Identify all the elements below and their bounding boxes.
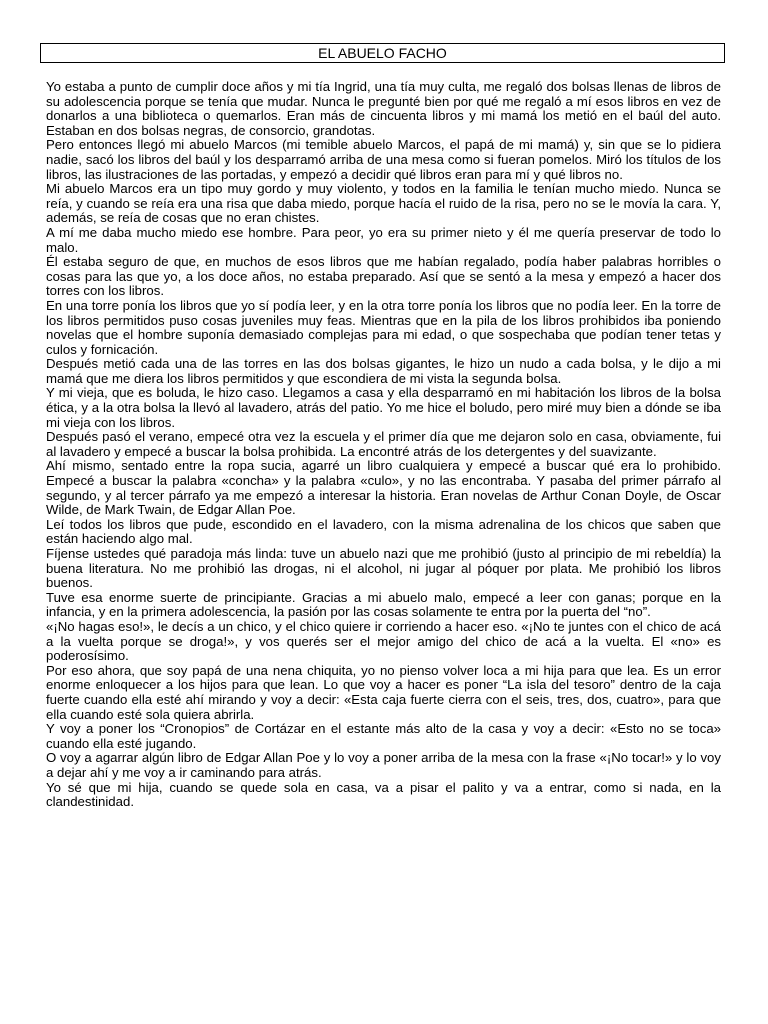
paragraph: Leí todos los libros que pude, escondido en el lavadero, con la misma adrenalina de los chicos que saben que están haciendo algo mal. (46, 516, 721, 547)
paragraph: Y voy a poner los “Cronopios” de Cortázar en el estante más alto de la casa y voy a decir: «Esto no se toca» cuando ella esté jugando. (46, 721, 721, 751)
paragraph: A mí me daba mucho miedo ese hombre. Para peor, yo era su primer nieto y él me quería preservar de todo lo malo. (46, 224, 721, 255)
paragraph: Después pasó el verano, empecé otra vez la escuela y el primer día que me dejaron solo en casa, obviamente, fui al lavadero y empecé a buscar la bolsa prohibida. La encontré atrás de los detergentes y del suavizante. (46, 429, 721, 459)
paragraph: Pero entonces llegó mi abuelo Marcos (mi temible abuelo Marcos, el papá de mi mamá) y, sin que se lo pidiera nadie, sacó los libros del baúl y los desparramó arriba de una mesa como si fueran pomelos. Miró los títulos de los libros, las ilustraciones de las portadas, y empezó a decidir qué libros eran para mí y qué libros no. (46, 137, 721, 182)
paragraph: Después metió cada una de las torres en las dos bolsas gigantes, le hizo un nudo a cada bolsa, y le dijo a mi mamá que me diera los libros permitidos y que escondiera de mi vista la segunda bolsa. (46, 356, 721, 386)
document-title: EL ABUELO FACHO (40, 43, 725, 63)
paragraph: Él estaba seguro de que, en muchos de esos libros que me habían regalado, podía haber palabras horribles o cosas para las que yo, a los doce años, no estaba preparado. Así que se sentó a la mesa y empezó a hacer dos torres con los libros. (46, 254, 721, 299)
paragraph: Tuve esa enorme suerte de principiante. Gracias a mi abuelo malo, empecé a leer con ganas; porque en la infancia, y en la primera adolescencia, la pasión por las cosas solamente te entra por la puerta del “no”. (46, 589, 721, 620)
paragraph: «¡No hagas eso!», le decís a un chico, y el chico quiere ir corriendo a hacer eso. «¡No te juntes con el chico de acá a la vuelta porque se droga!», y vos querés ser el mejor amigo del chico de acá a la vuelta. El «no» es poderosísimo. (46, 618, 721, 664)
paragraph: O voy a agarrar algún libro de Edgar Allan Poe y lo voy a poner arriba de la mesa con la frase «¡No tocar!» y lo voy a dejar ahí y me voy a ir caminando para atrás. (46, 750, 721, 780)
paragraph: Mi abuelo Marcos era un tipo muy gordo y muy violento, y todos en la familia le tenían mucho miedo. Nunca se reía, y cuando se reía era una risa que daba miedo, porque hacía el ruido de la risa, pero no se le movía la cara. Y, además, se reía de cosas que no eran chistes. (46, 181, 721, 226)
paragraph: Yo sé que mi hija, cuando se quede sola en casa, va a pisar el palito y va a entrar, como si nada, en la clandestinidad. (46, 779, 721, 810)
paragraph: Ahí mismo, sentado entre la ropa sucia, agarré un libro cualquiera y empecé a buscar qué era lo prohibido. Empecé a buscar la palabra «concha» y la palabra «culo», y no las encontraba. Y pasaba del primer párrafo al segundo, y al tercer párrafo ya me empezó a interesar la historia. Eran novelas de Arthur Conan Doyle, de Oscar Wilde, de Mark Twain, de Edgar Allan Poe. (46, 458, 721, 518)
paragraph: Fíjense ustedes qué paradoja más linda: tuve un abuelo nazi que me prohibió (justo al principio de mi rebeldía) la buena literatura. No me prohibió las drogas, ni el alcohol, ni jugar al póquer por plata. Me prohibió los libros buenos. (46, 546, 721, 591)
document-body (46, 80, 721, 810)
paragraph: Y mi vieja, que es boluda, le hizo caso. Llegamos a casa y ella desparramó en mi habitación los libros de la bolsa ética, y a la otra bolsa la llevó al lavadero, atrás del patio. Yo me hice el boludo, pero miré muy bien a dónde se iba mi vieja con los libros. (46, 385, 721, 430)
paragraph: Por eso ahora, que soy papá de una nena chiquita, yo no pienso volver loca a mi hija para que lea. Es un error enorme enloquecer a los hijos para que lean. Lo que voy a hacer es poner “La isla del tesoro” dentro de la caja fuerte cuando ella esté ahí mirando y voy a decir: «Esta caja fuerte cierra con el seis, tres, dos, cuatro», para que ella cuando esté sola quiera abrirla. (46, 662, 721, 722)
paragraph: En una torre ponía los libros que yo sí podía leer, y en la otra torre ponía los libros que no podía leer. En la torre de los libros permitidos puso cosas juveniles muy feas. Mientras que en la pila de los libros prohibidos iba poniendo novelas que el hombre suponía demasiado complejas para mi edad, o que sospechaba que podían tener tetas y culos y fornicación. (46, 297, 721, 357)
paragraph: Yo estaba a punto de cumplir doce años y mi tía Ingrid, una tía muy culta, me regaló dos bolsas llenas de libros de su adolescencia porque se tenía que mudar. Nunca le pregunté bien por qué me regaló a mí esos libros en vez de donarlos a una biblioteca o quemarlos. Eran más de cincuenta libros y mi mamá los metió en el baúl del auto. Estaban en dos bolsas negras, de consorcio, grandotas. (46, 79, 721, 138)
